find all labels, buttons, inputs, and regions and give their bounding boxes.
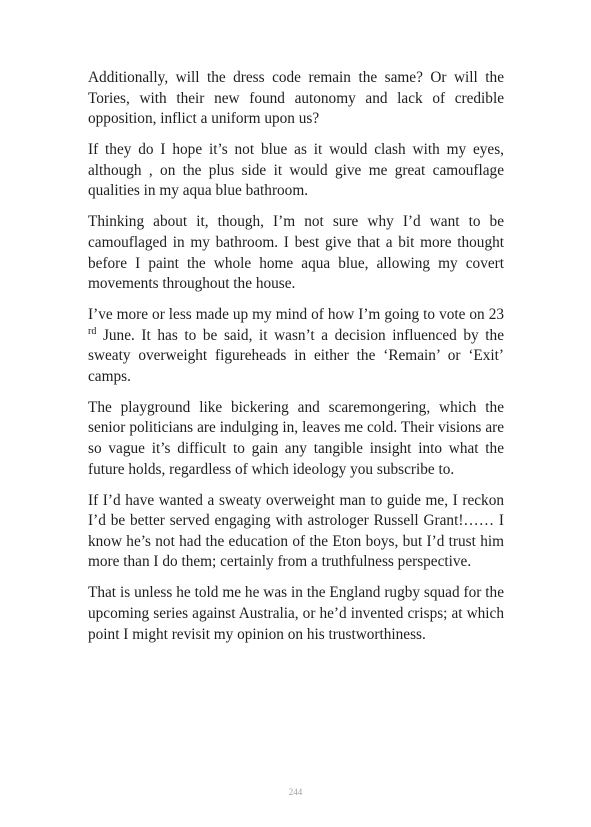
paragraph-bickering: The playground like bickering and scaremongering, which the senior politicians are indulging in, leaves me cold. Their visions are so vague it’s difficult to gain any tangible insight into what the future holds, regardless of which ideology you subscribe to. <box>88 398 504 478</box>
paragraph-russell-grant: If I’d have wanted a sweaty overweight man to guide me, I reckon I’d be better served engaging with astrologer Russell Grant!…… I know he’s not had the education of the Eton boys, but I’d trust him more than I do them; certainly from a truthfulness perspective. <box>88 491 504 571</box>
vote-text-after: June. It has to be said, it wasn’t a decision influenced by the sweaty overweight figureheads in either the ‘Remain’ or ‘Exit’ camps. <box>88 326 504 385</box>
date-superscript: rd <box>88 325 97 337</box>
vote-text-before: I’ve more or less made up my mind of how I’m going to vote on 23 <box>88 306 504 324</box>
page-body <box>88 68 504 656</box>
paragraph-vote-decision <box>88 305 504 387</box>
paragraph-camouflage: Thinking about it, though, I’m not sure why I’d want to be camouflaged in my bathroom. I best give that a bit more thought before I paint the whole home aqua blue, allowing my covert movements throughout the house. <box>88 213 504 293</box>
paragraph-rugby-squad: That is unless he told me he was in the England rugby squad for the upcoming series against Australia, or he’d invented crisps; at which point I might revisit my opinion on his trustworthiness. <box>88 584 504 643</box>
paragraph-dress-code: Additionally, will the dress code remain the same? Or will the Tories, with their new found autonomy and lack of credible opposition, inflict a uniform upon us? <box>88 69 504 128</box>
paragraph-blue-uniform: If they do I hope it’s not blue as it would clash with my eyes, although , on the plus side it would give me great camouflage qualities in my aqua blue bathroom. <box>88 141 504 200</box>
page-number: 244 <box>288 787 303 797</box>
